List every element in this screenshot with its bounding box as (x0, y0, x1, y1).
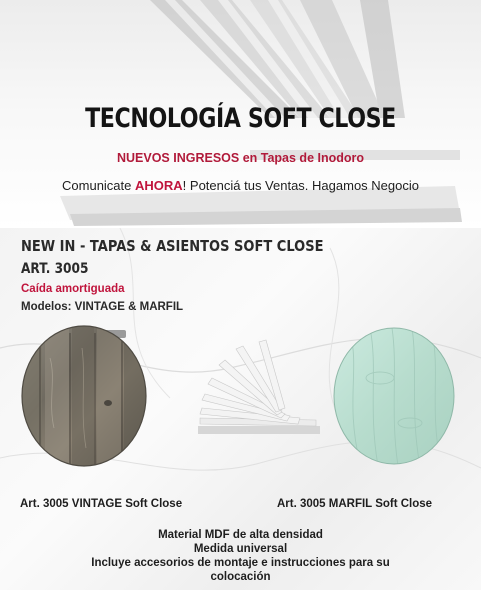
feature-text: Caída amortiguada (21, 283, 125, 295)
product-panel (0, 228, 481, 590)
spec-line: colocación (210, 571, 271, 583)
hero-banner (0, 0, 481, 228)
soft-close-fan-icon (198, 340, 320, 434)
wood-toilet-seat-icon (22, 326, 148, 466)
cta-accent: AHORA (135, 178, 183, 193)
article-number: ART. 3005 (21, 261, 89, 277)
cta-text-start: Comunicate (62, 178, 135, 193)
mint-toilet-seat-icon (334, 328, 454, 466)
marfil-caption: Art. 3005 MARFIL Soft Close (277, 498, 433, 510)
new-in-heading: NEW IN - TAPAS & ASIENTOS SOFT CLOSE (21, 237, 324, 255)
specs-list (0, 528, 481, 584)
spec-line: Medida universal (193, 543, 288, 555)
hero-subtitle: NUEVOS INGRESOS en Tapas de Inodoro (116, 151, 365, 165)
vintage-caption: Art. 3005 VINTAGE Soft Close (20, 498, 183, 510)
cta-text-end: ! Potenciá tus Ventas. Hagamos Negocio (182, 178, 419, 193)
hero-title: TECNOLOGÍA SOFT CLOSE (85, 103, 396, 134)
spec-line: Incluye accesorios de montaje e instrucciones para su (91, 557, 390, 569)
models-text: Modelos: VINTAGE & MARFIL (21, 301, 184, 313)
spec-line: Material MDF de alta densidad (158, 529, 323, 541)
hero-call-to-action (0, 178, 481, 193)
